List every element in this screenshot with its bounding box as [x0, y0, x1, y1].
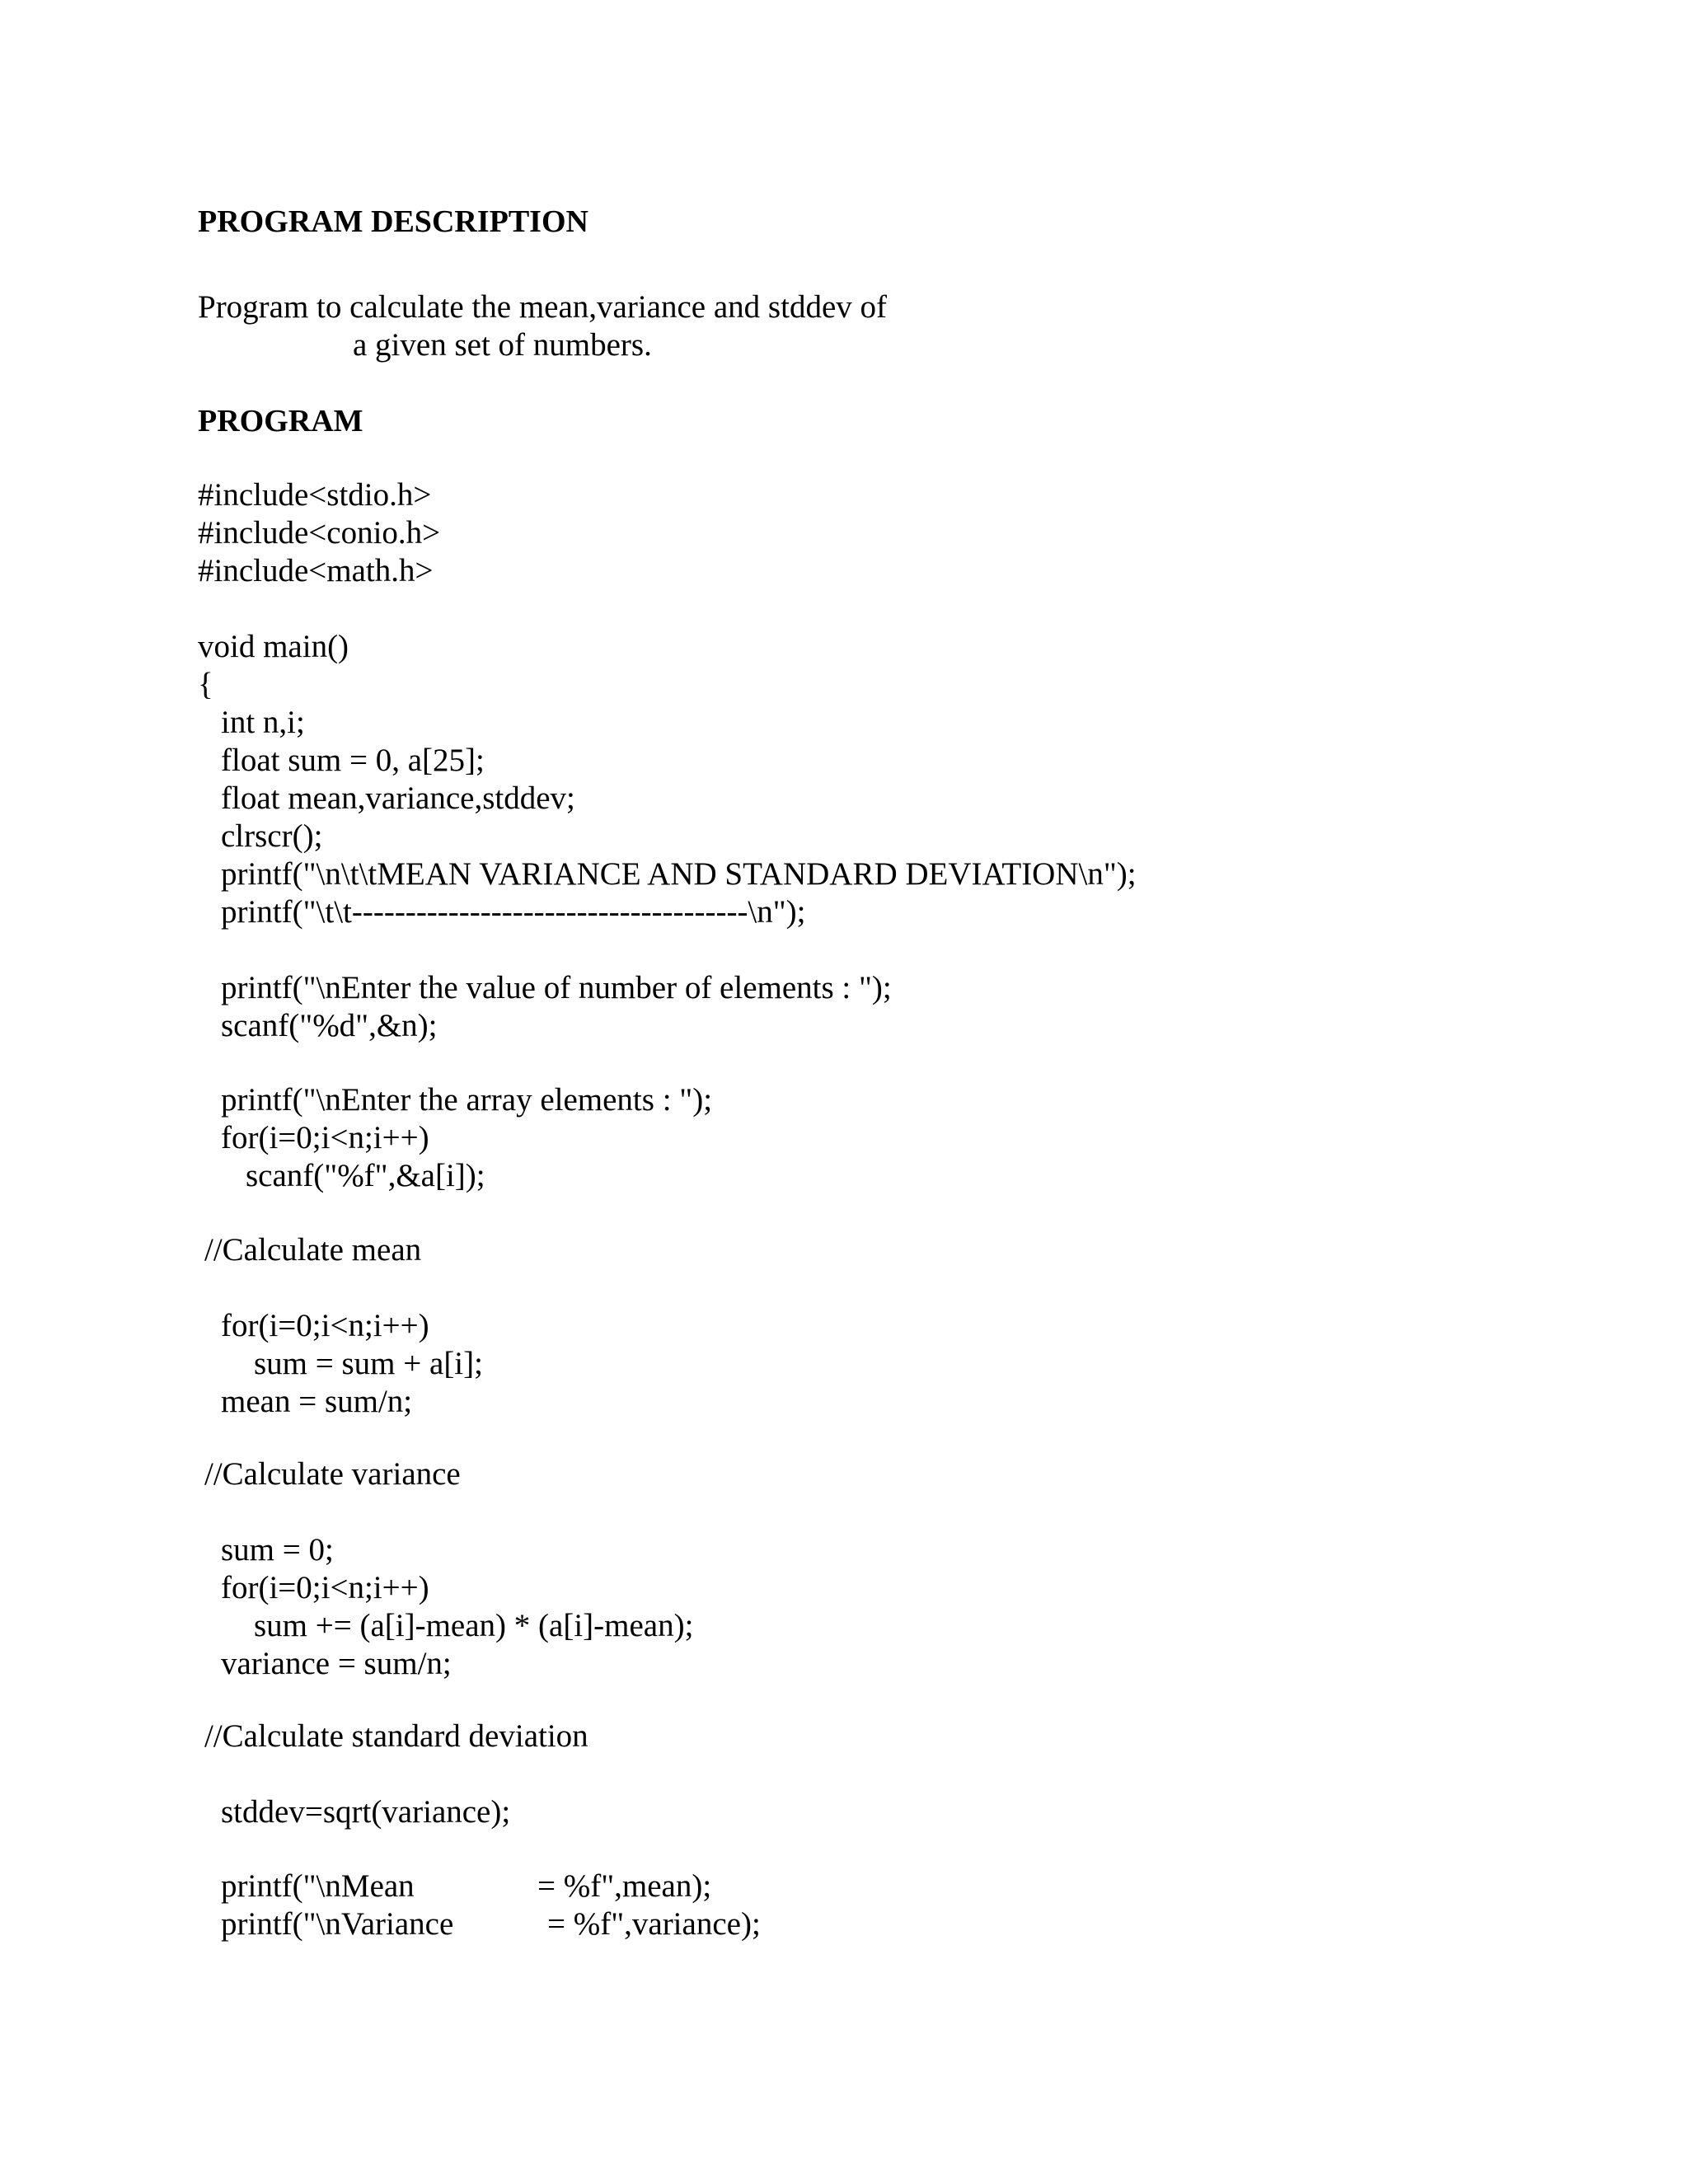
code-comment: //Calculate mean [204, 1232, 422, 1268]
code-line: float mean,variance,stddev; [221, 780, 575, 816]
code-line: printf("\t\t-------------------------------------\n"); [221, 894, 806, 930]
code-line: printf("\nEnter the array elements : "); [221, 1082, 713, 1118]
code-line: int n,i; [221, 705, 305, 740]
code-line: for(i=0;i<n;i++) [221, 1570, 429, 1605]
code-line: sum = sum + a[i]; [254, 1346, 483, 1381]
code-line: = %f",mean); [537, 1868, 712, 1904]
code-line: float sum = 0, a[25]; [221, 743, 485, 778]
code-line: = %f",variance); [547, 1906, 761, 1942]
code-line: scanf("%f",&a[i]); [246, 1158, 485, 1193]
code-line: for(i=0;i<n;i++) [221, 1120, 429, 1155]
code-line: for(i=0;i<n;i++) [221, 1308, 429, 1343]
code-comment: //Calculate variance [204, 1456, 461, 1492]
code-line: void main() [198, 629, 349, 664]
code-line: printf("\n\t\tMEAN VARIANCE AND STANDARD DEVIATION\n"); [221, 856, 1137, 892]
code-comment: //Calculate standard deviation [204, 1718, 588, 1754]
code-line: mean = sum/n; [221, 1384, 413, 1419]
code-line: { [198, 667, 213, 702]
code-line: scanf("%d",&n); [221, 1008, 438, 1043]
program-heading: PROGRAM [198, 404, 363, 438]
description-line-1: Program to calculate the mean,variance and stddev of [198, 289, 887, 325]
code-line: variance = sum/n; [221, 1646, 452, 1681]
code-line: printf("\nEnter the value of number of elements : "); [221, 970, 892, 1005]
code-line: sum = 0; [221, 1532, 334, 1568]
description-line-2: a given set of numbers. [353, 327, 652, 363]
code-line: #include<conio.h> [198, 515, 441, 551]
code-line: printf("\nMean [221, 1868, 415, 1904]
code-line: printf("\nVariance [221, 1906, 454, 1942]
code-line: #include<stdio.h> [198, 477, 432, 513]
code-line: clrscr(); [221, 818, 323, 854]
code-line: stddev=sqrt(variance); [221, 1794, 511, 1830]
code-line: sum += (a[i]-mean) * (a[i]-mean); [254, 1608, 694, 1643]
program-description-heading: PROGRAM DESCRIPTION [198, 204, 588, 239]
code-line: #include<math.h> [198, 553, 434, 588]
